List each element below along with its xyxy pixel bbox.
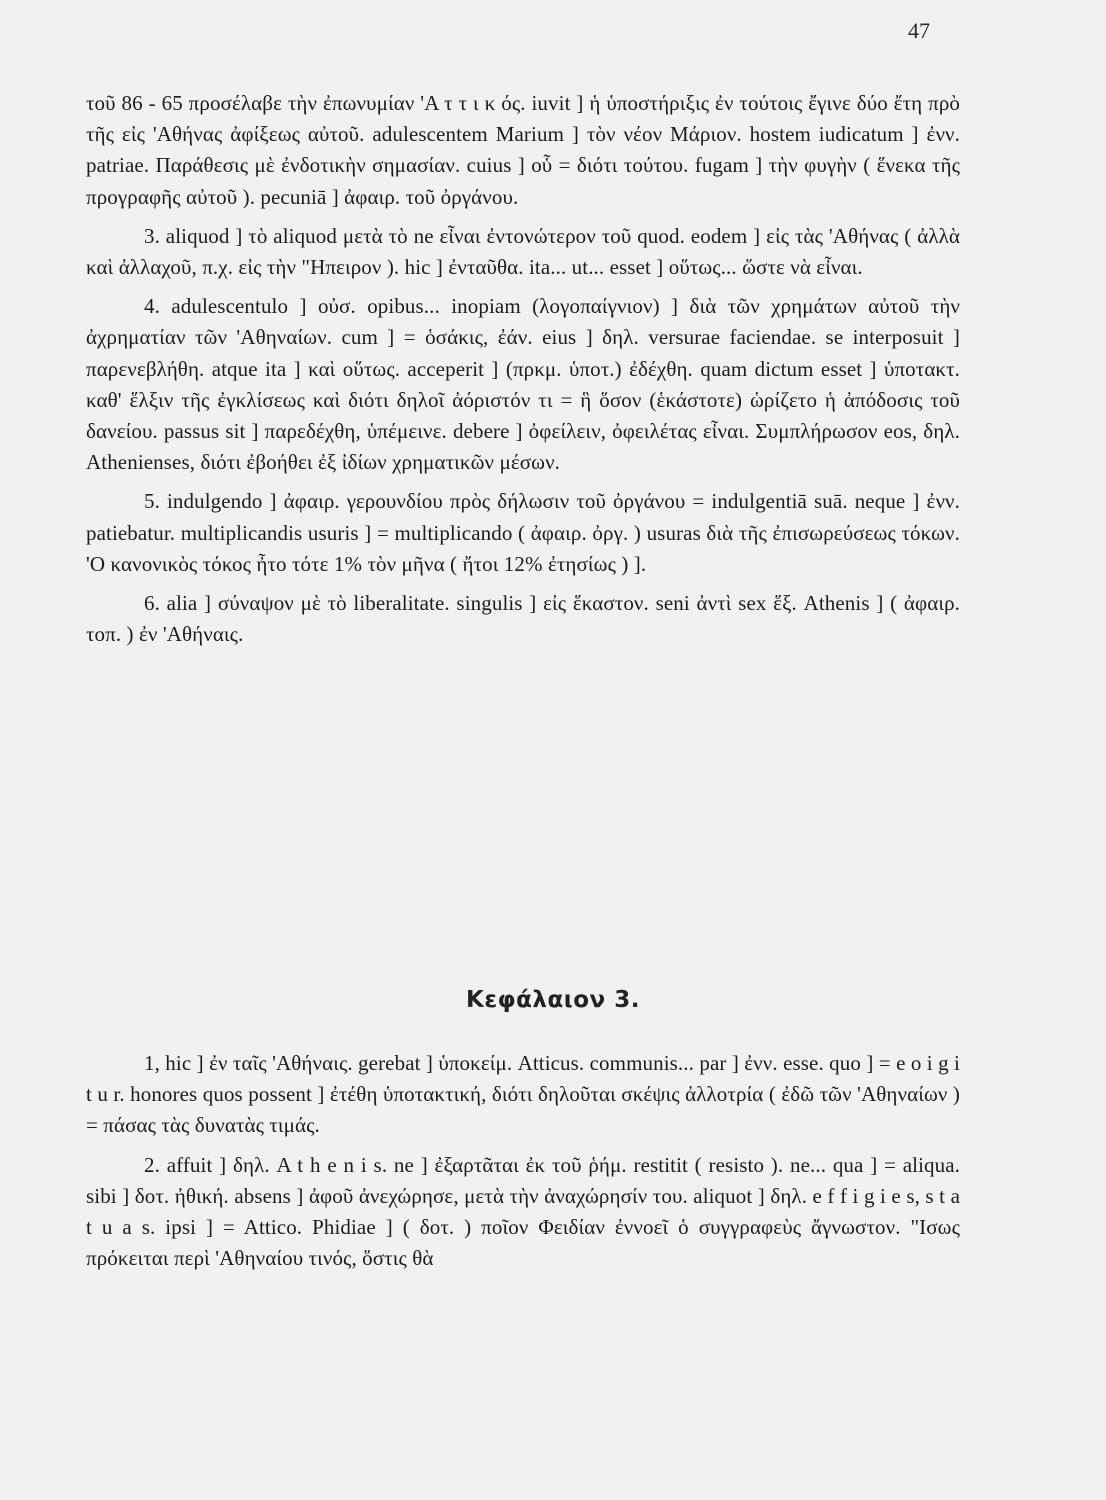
page-number: 47 (908, 18, 930, 43)
paragraph-continuation: τοῦ 86 - 65 προσέλαβε τὴν ἐπωνυμίαν 'Α τ τ ι κ ός. iuvit ] ἡ ὑποστήριξις ἐν τούτοις ἔγινε δύο ἔτη πρὸ τῆς εἰς 'Αθήνας ἀφίξεως αὐτοῦ. adulescentem Marium ] τὸν νέον Μάριον. hostem iudicatum ] ἐνν. patriae. Παράθεσις μὲ ἐνδοτικὴν σημασίαν. cuius ] οὗ = διότι τούτου. fugam ] τὴν φυγὴν ( ἕνεκα τῆς προγραφῆς αὐτοῦ ). pecuniā ] ἀφαιρ. τοῦ ὀργάνου. (86, 91, 960, 209)
paragraph-note-6: 6. alia ] σύναψον μὲ τὸ liberalitate. singulis ] εἰς ἕκαστον. seni ἀντὶ sex ἕξ. Athenis ] ( ἀφαιρ. τοπ. ) ἐν 'Αθήναις. (86, 591, 960, 647)
chapter-heading: Κεφάλαιον 3. (466, 987, 640, 1013)
paragraph-note-3: 3. aliquod ] τὸ aliquod μετὰ τὸ ne εἶναι ἐντονώτερον τοῦ quod. eodem ] εἰς τὰς 'Αθήνας ( ἀλλὰ καὶ ἀλλαχοῦ, π.χ. εἰς τὴν "Ηπειρον ). hic ] ἐνταῦθα. ita... ut... esset ] οὕτως... ὥστε νὰ εἶναι. (86, 223, 960, 280)
paragraph-note-1: 1, hic ] ἐν ταῖς 'Αθήναις. gerebat ] ὑποκείμ. Atticus. communis... par ] ἐνν. esse. quo ] = e o i g i t u r. honores quos possent ] ἐτέθη ὑποτακτική, διότι δηλοῦται σκέψις ἀλλοτρία ( ἐδῶ τῶν 'Αθηναίων ) = πάσας τὰς δυνατὰς τιμάς. (86, 1051, 960, 1138)
paragraph-note-5: 5. indulgendo ] ἀφαιρ. γερουνδίου πρὸς δήλωσιν τοῦ ὀργάνου = indulgentiā suā. neque ] ἐνν. patiebatur. multiplicandis usuris ] = multiplicando ( ἀφαιρ. ὀργ. ) usuras διὰ τῆς ἐπισωρεύσεως τόκων. 'Ο κανονικὸς τόκος ἦτο τότε 1% τὸν μῆνα ( ἤτοι 12% ἐτησίως ) ]. (86, 489, 960, 576)
paragraph-note-2: 2. affuit ] δηλ. A t h e n i s. ne ] ἐξαρτᾶται ἐκ τοῦ ῥήμ. restitit ( resisto ). ne... qua ] = aliqua. sibi ] δοτ. ἠθική. absens ] ἀφοῦ ἀνεχώρησε, μετὰ τὴν ἀναχώρησίν του. aliquot ] δηλ. e f f i g i e s, s t a t u a s. ipsi ] = Attico. Phidiae ] ( δοτ. ) ποῖον Φειδίαν ἐννοεῖ ὁ συγγραφεὺς ἄγνωστον. "Ισως πρόκειται περὶ 'Αθηναίου τινός, ὅστις θὰ (86, 1152, 960, 1271)
chapter-3-commentary (86, 1048, 960, 1274)
paragraph-note-4: 4. adulescentulo ] οὐσ. opibus... inopiam (λογοπαίγνιον) ] διὰ τῶν χρημάτων αὐτοῦ τὴν ἀχρηματίαν τῶν 'Αθηναίων. cum ] = ὁσάκις, ἐάν. eius ] δηλ. versurae faciendae. se interposuit ] παρενεβλήθη. atque ita ] καὶ οὕτως. acceperit ] (πρκμ. ὑποτ.) ἐδέχθη. quam dictum esset ] ὑποτακτ. καθ' ἕλξιν τῆς ἐγκλίσεως καὶ διότι δηλοῖ ἀόριστόν τι = ἣ ὅσον (ἑκάστοτε) ὡρίζετο ἡ ἀπόδοσις τοῦ δανείου. passus sit ] παρεδέχθη, ὑπέμεινε. debere ] ὀφείλειν, ὀφειλέτας εἶναι. Συμπλήρωσον eos, δηλ. Athenienses, διότι ἐβοήθει ἐξ ἰδίων χρηματικῶν μέσων. (86, 294, 960, 475)
chapter-2-commentary (86, 88, 960, 650)
